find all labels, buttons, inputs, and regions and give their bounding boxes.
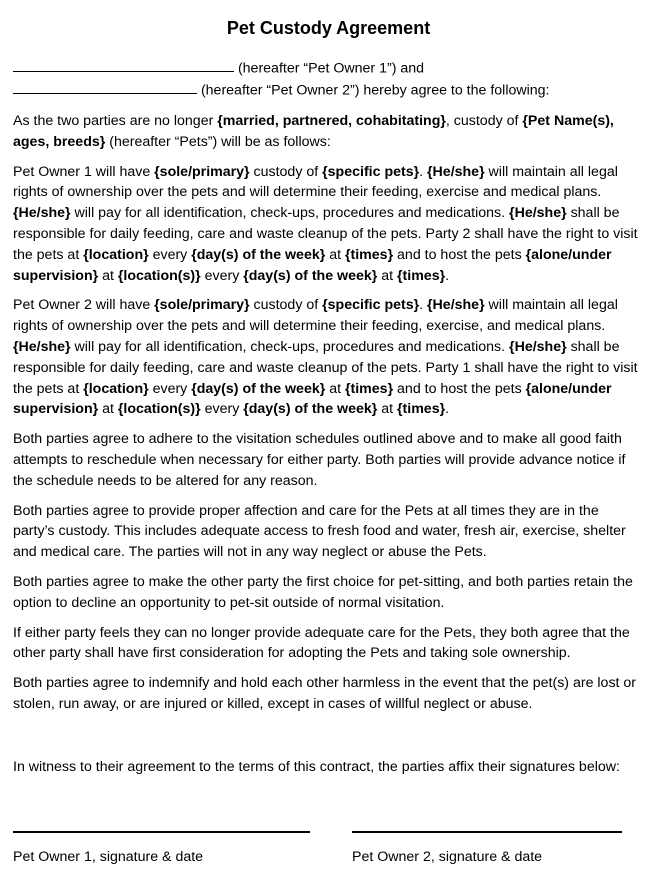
signature-label-owner1: Pet Owner 1, signature & date [13,849,204,866]
signature-section [13,831,644,868]
paragraph-owner1-custody: Pet Owner 1 will have {sole/primary} custody of {specific pets}. {He/she} will maintain all legal rights of ownership over the pets and will determine their feeding, exercise and medical plans. {He/she} will pay for all identification, check-ups, procedures and medications. {He/she} shall be responsible for daily feeding, care and waste cleanup of the pets. Party 2 shall have the right to visit the pets at {location} every {day(s) of the week} at {times} and to host the pets {alone/under supervision} at {location(s)} every {day(s) of the week} at {times}. [13,163,638,284]
signature-block-owner2 [352,831,622,868]
signature-label-owner2: Pet Owner 2, signature & date [352,849,543,866]
paragraph-owner2-custody: Pet Owner 2 will have {sole/primary} custody of {specific pets}. {He/she} will maintain all legal rights of ownership over the pets and will determine their feeding, exercise, and medical plans. {He/she} will pay for all identification, check-ups, procedures and medications. {He/she} shall be responsible for daily feeding, care and waste cleanup of the pets. Party 1 shall have the right to visit the pets at {location} every {day(s) of the week} at {times} and to host the pets {alone/under supervision} at {location(s)} every {day(s) of the week} at {times}. [13,297,638,418]
paragraph-indemnification: Both parties agree to indemnify and hold each other harmless in the event that the pet(s) are lost or stolen, run away, or are injured or killed, except in cases of willful neglect or abuse. [13,675,637,712]
party-2-name-blank [13,80,197,94]
party-1-name-blank [13,58,234,72]
party-1-suffix: (hereafter “Pet Owner 1”) and [234,60,425,77]
signature-line-owner1 [13,831,310,833]
party-line-2 [13,80,644,102]
signature-block-owner1 [13,831,310,868]
page-title: Pet Custody Agreement [226,18,431,38]
paragraph-witness-clause: In witness to their agreement to the terms of this contract, the parties affix their signatures below: [13,758,620,775]
party-2-suffix: (hereafter “Pet Owner 2”) hereby agree to the following: [197,82,550,99]
party-line-1 [13,58,644,80]
paragraph-custody-basis: As the two parties are no longer {married, partnered, cohabitating}, custody of {Pet Name(s), ages, breeds} (hereafter “Pets”) will be as follows: [13,112,614,150]
paragraph-adoption-preference: If either party feels they can no longer provide adequate care for the Pets, they both agree that the other party shall have first consideration for adopting the Pets and taking sole ownership. [13,624,630,662]
signature-line-owner2 [352,831,622,833]
paragraph-care-standards: Both parties agree to provide proper affection and care for the Pets at all times they are in the party’s custody. This includes adequate access to fresh food and water, fresh air, exercise, shelter and medical care. The parties will not in any way neglect or abuse the Pets. [13,502,626,561]
paragraph-pet-sitting: Both parties agree to make the other party the first choice for pet-sitting, and both parties retain the option to decline an opportunity to pet-sit outside of normal visitation. [13,573,633,611]
party-intro [13,58,644,102]
paragraph-visitation-schedule: Both parties agree to adhere to the visitation schedules outlined above and to make all good faith attempts to reschedule when necessary for either party. Both parties will provide advance notice if the schedule needs to be altered for any reason. [13,431,626,489]
